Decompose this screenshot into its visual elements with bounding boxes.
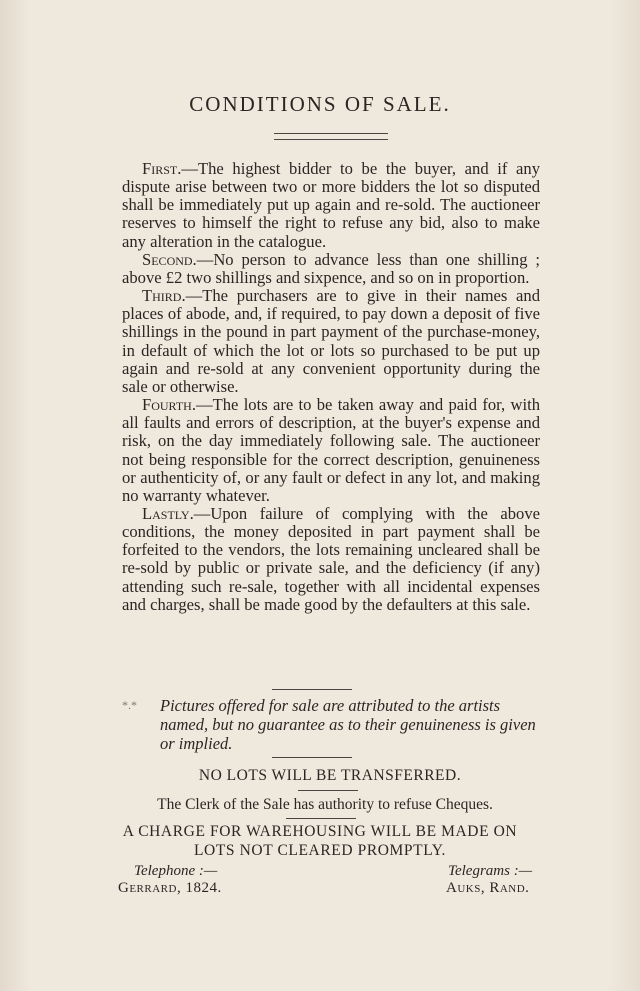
condition-third	[122, 287, 540, 396]
divider-rule	[286, 818, 356, 819]
divider-rule	[272, 757, 352, 758]
divider-rule	[272, 689, 352, 690]
warehousing-notice-line1: A CHARGE FOR WAREHOUSING WILL BE MADE ON	[122, 823, 518, 840]
telegrams-address: Auks, Rand.	[446, 880, 530, 896]
no-transfer-notice: NO LOTS WILL BE TRANSFERRED.	[198, 767, 462, 784]
conditions-text	[122, 160, 540, 614]
divider-rule	[298, 790, 358, 791]
condition-lead: Third.	[142, 286, 186, 306]
telegrams-block	[448, 863, 532, 880]
asterism-icon: *.*	[122, 698, 137, 712]
condition-body: —The lots are to be taken away and paid for, with all faults and errors of description, at the buyer's expense and risk, on the day immediately following sale. The auctioneer not being responsible for the correct description, genuineness or authenticity of, or any fault or defect in any lot, and making no warranty whatever.	[122, 395, 540, 505]
pictures-note	[122, 696, 542, 753]
condition-body: —The highest bidder to be the buyer, and if any dispute arise between two or more bidders the lot so disputed shall be immediately put up again and re-sold. The auctioneer reserves to himself the right to refuse any bid, also to make any alteration in the catalogue.	[122, 159, 540, 251]
title-double-rule	[274, 133, 388, 140]
pictures-note-text: Pictures offered for sale are attributed to the artists named, but no guarantee as to their genuineness is given or implied.	[160, 696, 536, 753]
condition-second	[122, 251, 540, 287]
condition-lead: Fourth.	[142, 395, 196, 415]
condition-lead: First.	[142, 159, 182, 178]
condition-lead: Second.	[142, 249, 197, 269]
telephone-label: Telephone :—	[134, 863, 218, 879]
cheques-notice: The Clerk of the Sale has authority to refuse Cheques.	[157, 796, 493, 813]
condition-body: —The purchasers are to give in their names and places of abode, and, if required, to pay down a deposit of five shillings in the pound in part payment of the purchase-money, in default of which the lot or lots so purchased to be put up again and re-sold at any convenient opportunity during the sale or otherwise.	[122, 286, 540, 396]
page-title: CONDITIONS OF SALE.	[189, 92, 451, 116]
telephone-block	[134, 863, 217, 880]
condition-body: —No person to advance less than one shilling ; above £2 two shillings and sixpence, and so on in proportion.	[122, 249, 540, 287]
condition-lastly	[122, 505, 540, 614]
condition-first	[122, 160, 540, 251]
condition-body: —Upon failure of complying with the above conditions, the money deposited in part payment shall be forfeited to the vendors, the lots remaining uncleared shall be re-sold by public or private sale, and the deficiency (if any) attending such re-sale, together with all incidental expenses and charges, shall be made good by the defaulters at this sale.	[122, 503, 540, 614]
condition-fourth	[122, 396, 540, 505]
telephone-number: Gerrard, 1824.	[118, 880, 222, 896]
warehousing-notice-line2: LOTS NOT CLEARED PROMPTLY.	[193, 842, 447, 859]
telegrams-label: Telegrams :—	[448, 863, 533, 879]
condition-lead: Lastly.	[142, 503, 194, 523]
